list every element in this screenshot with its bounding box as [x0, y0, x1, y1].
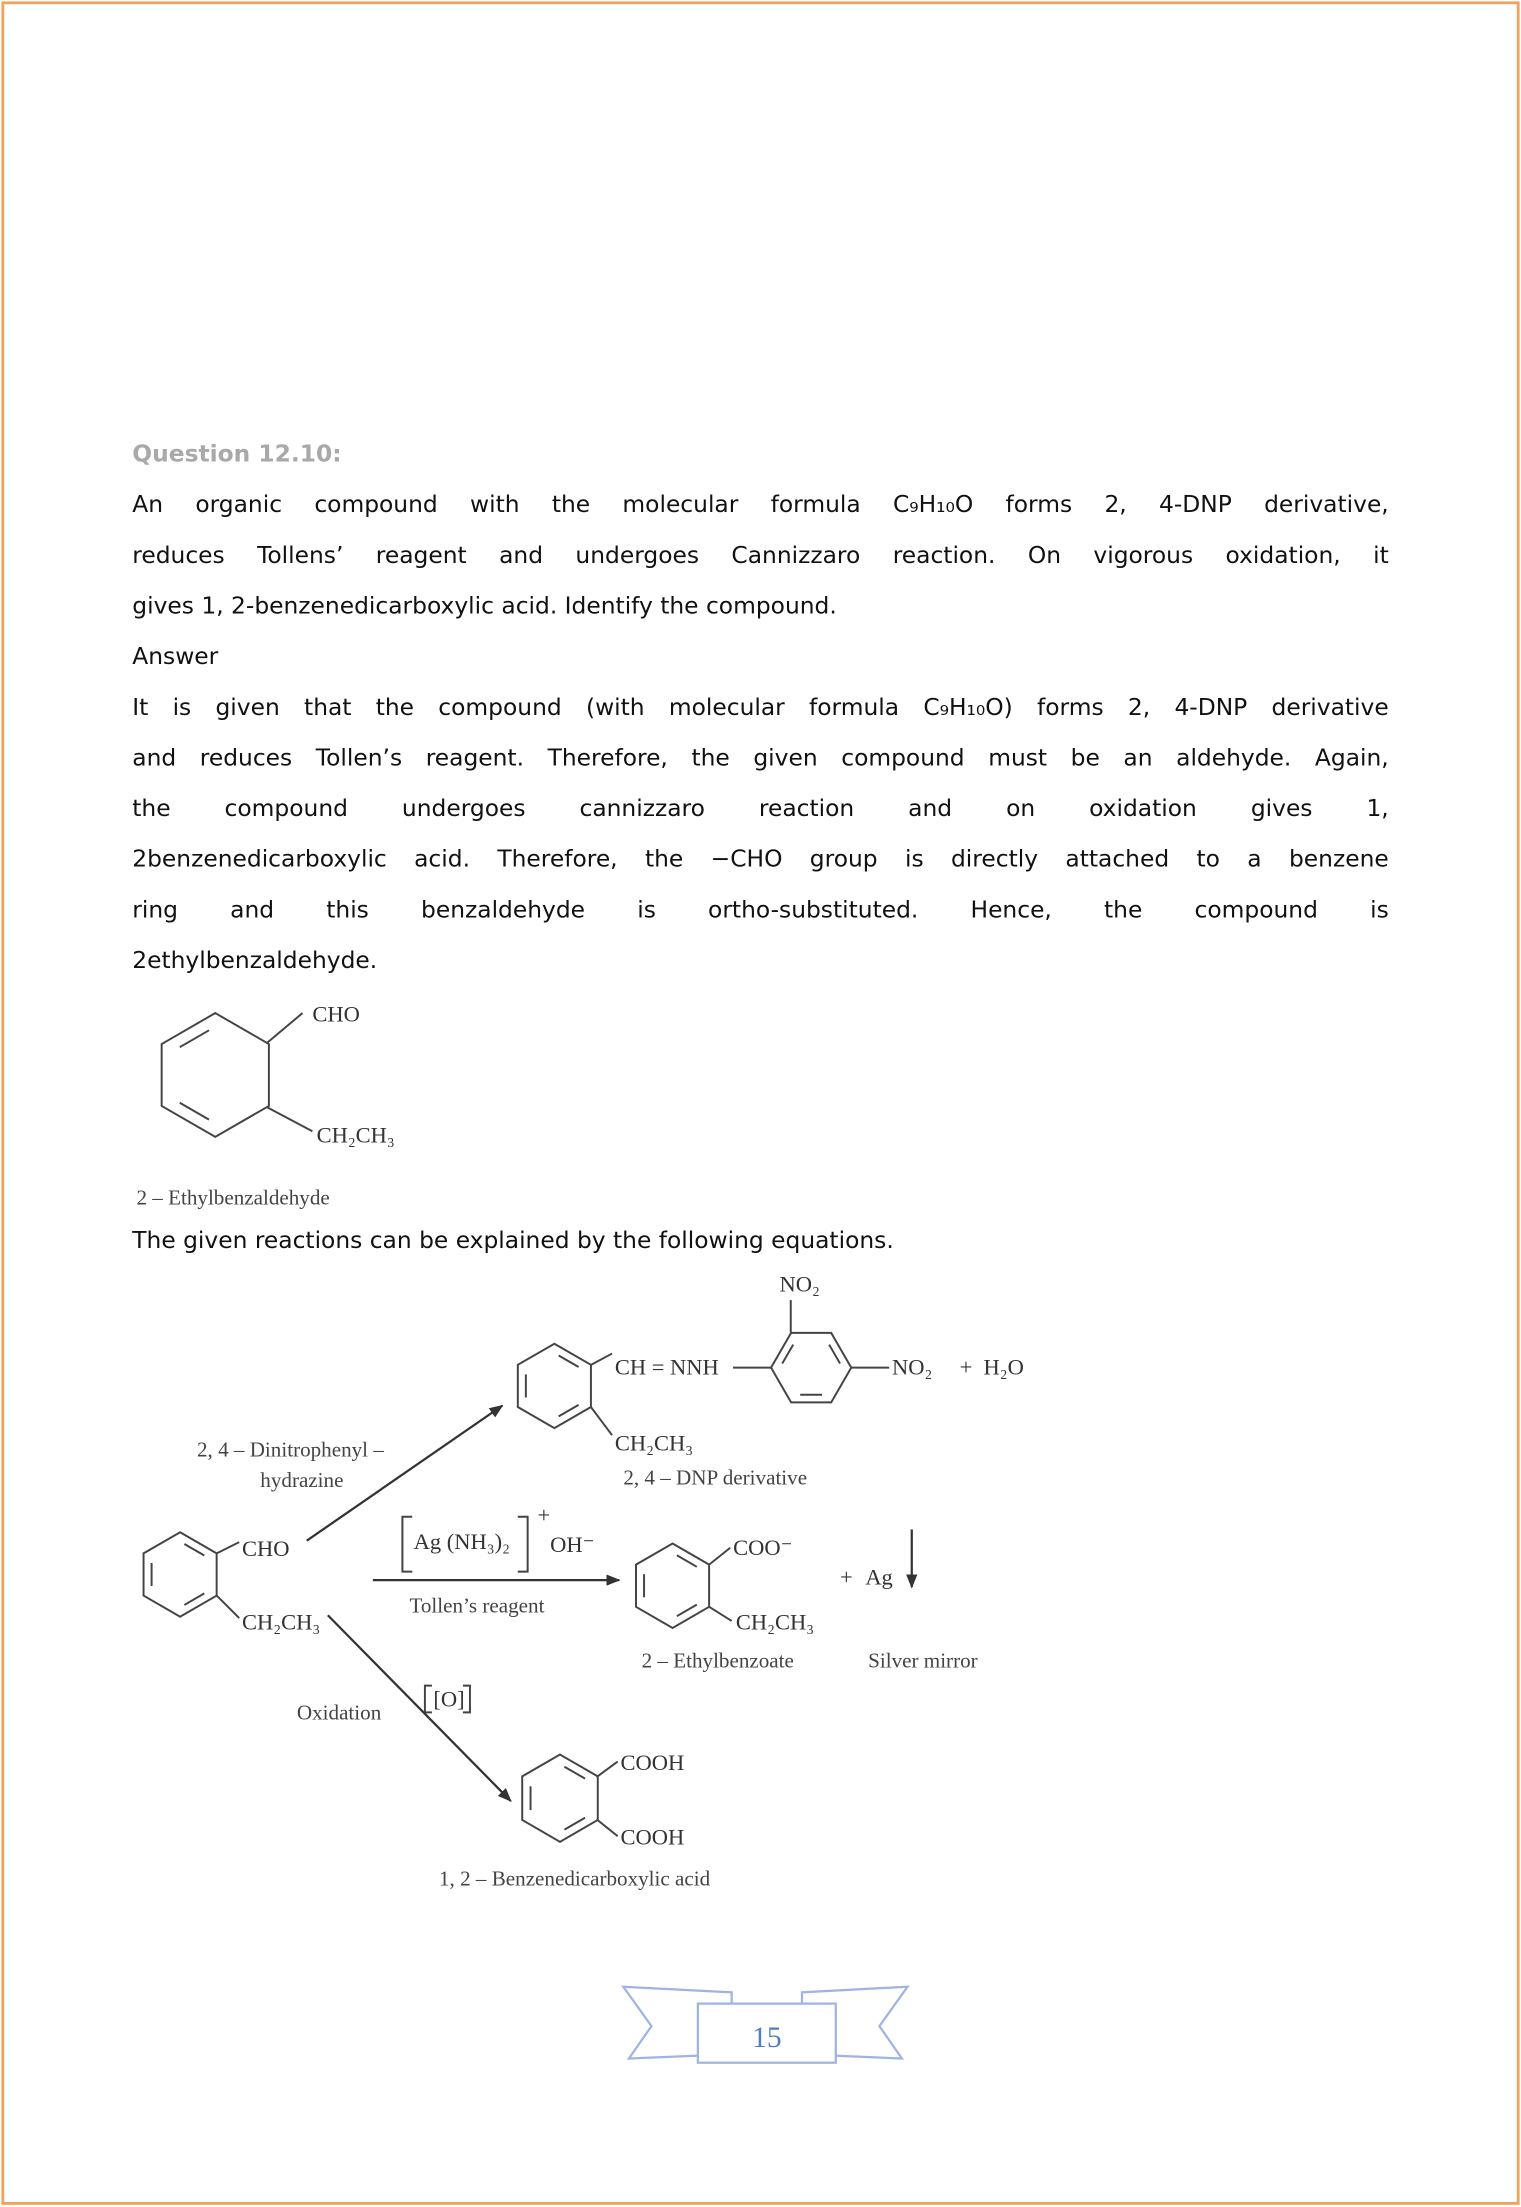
- dnp-no2-right: NO₂: [892, 1354, 933, 1380]
- tollens-product-ethyl: CH₂CH₃: [735, 1609, 815, 1635]
- answer-label: Answer: [132, 643, 219, 670]
- start-cho: CHO: [242, 1536, 290, 1562]
- dnp-link: CH = NNH: [614, 1354, 719, 1380]
- tollens-label: Tollen’s reagent: [409, 1593, 545, 1618]
- answer-line: and reduces Tollen’s reagent. Therefore, the given compound must be an aldehyde. Again,: [132, 744, 1389, 772]
- double-bond: [559, 1355, 579, 1367]
- reactions-intro: The given reactions can be explained by the following equations.: [132, 1226, 894, 1254]
- fig1-cho: CHO: [312, 1001, 360, 1027]
- dnp-caption: 2, 4 – DNP derivative: [623, 1465, 808, 1490]
- double-bond: [184, 1544, 204, 1556]
- question-line: reduces Tollens’ reagent and undergoes Cannizzaro reaction. On vigorous oxidation, it: [132, 541, 1389, 569]
- plus-sign: +: [839, 1564, 853, 1590]
- cooh-top: COOH: [620, 1750, 685, 1776]
- silver: Ag: [865, 1564, 893, 1590]
- double-bond: [829, 1345, 840, 1364]
- dinitrophenyl-ring: [771, 1333, 851, 1402]
- tollens-product-group: COO⁻: [733, 1534, 793, 1560]
- benzoate-ring: [636, 1544, 709, 1628]
- fig1-caption: 2 – Ethylbenzaldehyde: [136, 1185, 330, 1210]
- start-ethyl: CH₂CH₃: [242, 1609, 321, 1635]
- double-bond: [564, 1767, 585, 1779]
- double-bond: [559, 1405, 579, 1417]
- question-heading: Question 12.10:: [132, 440, 342, 468]
- double-bond: [677, 1555, 697, 1567]
- fig1-ring: [162, 1013, 269, 1137]
- answer-line: 2benzenedicarboxylic acid. Therefore, the −CHO group is directly attached to a benzene: [132, 845, 1389, 873]
- dnp-water: + H₂O: [959, 1354, 1024, 1380]
- cooh-bottom: COOH: [620, 1824, 685, 1850]
- double-bond: [782, 1345, 793, 1364]
- dnp-no2-top: NO₂: [779, 1271, 820, 1297]
- tollens-hydroxide: OH⁻: [550, 1531, 595, 1557]
- oxidation-reagent: [O]: [433, 1686, 465, 1712]
- double-bond: [677, 1605, 697, 1617]
- start-ring: [144, 1532, 217, 1616]
- question-line: An organic compound with the molecular formula C₉H₁₀O forms 2, 4-DNP derivative,: [132, 491, 1389, 518]
- silver-caption: Silver mirror: [868, 1648, 978, 1673]
- double-bond: [184, 1593, 204, 1605]
- double-bond: [180, 1103, 209, 1120]
- answer-line: It is given that the compound (with molecular formula C₉H₁₀O) forms 2, 4-DNP derivative: [132, 693, 1389, 721]
- dnp-ethyl: CH₂CH₃: [614, 1430, 694, 1456]
- tollens-charge: +: [537, 1502, 551, 1528]
- fig1-ethyl: CH₂CH₃: [316, 1122, 395, 1148]
- dnp-ring: [518, 1344, 591, 1428]
- dnp-reagent-1: 2, 4 – Dinitrophenyl –: [196, 1437, 384, 1462]
- question-line: gives 1, 2-benzenedicarboxylic acid. Identify the compound.: [132, 592, 837, 620]
- double-bond: [564, 1818, 585, 1830]
- dnp-reagent-2: hydrazine: [260, 1468, 344, 1493]
- oxidation-caption: 1, 2 – Benzenedicarboxylic acid: [438, 1866, 711, 1891]
- oxidation-label: Oxidation: [296, 1700, 382, 1725]
- page-number: 15: [752, 2022, 782, 2055]
- tollens-complex: Ag (NH₃)₂: [413, 1529, 510, 1555]
- phthalic-ring: [522, 1755, 598, 1842]
- answer-line: the compound undergoes cannizzaro reaction and on oxidation gives 1,: [132, 794, 1389, 822]
- answer-line: 2ethylbenzaldehyde.: [132, 946, 378, 974]
- answer-line: ring and this benzaldehyde is ortho-substituted. Hence, the compound is: [132, 896, 1389, 924]
- double-bond: [180, 1030, 209, 1047]
- tollens-product-caption: 2 – Ethylbenzoate: [641, 1648, 794, 1673]
